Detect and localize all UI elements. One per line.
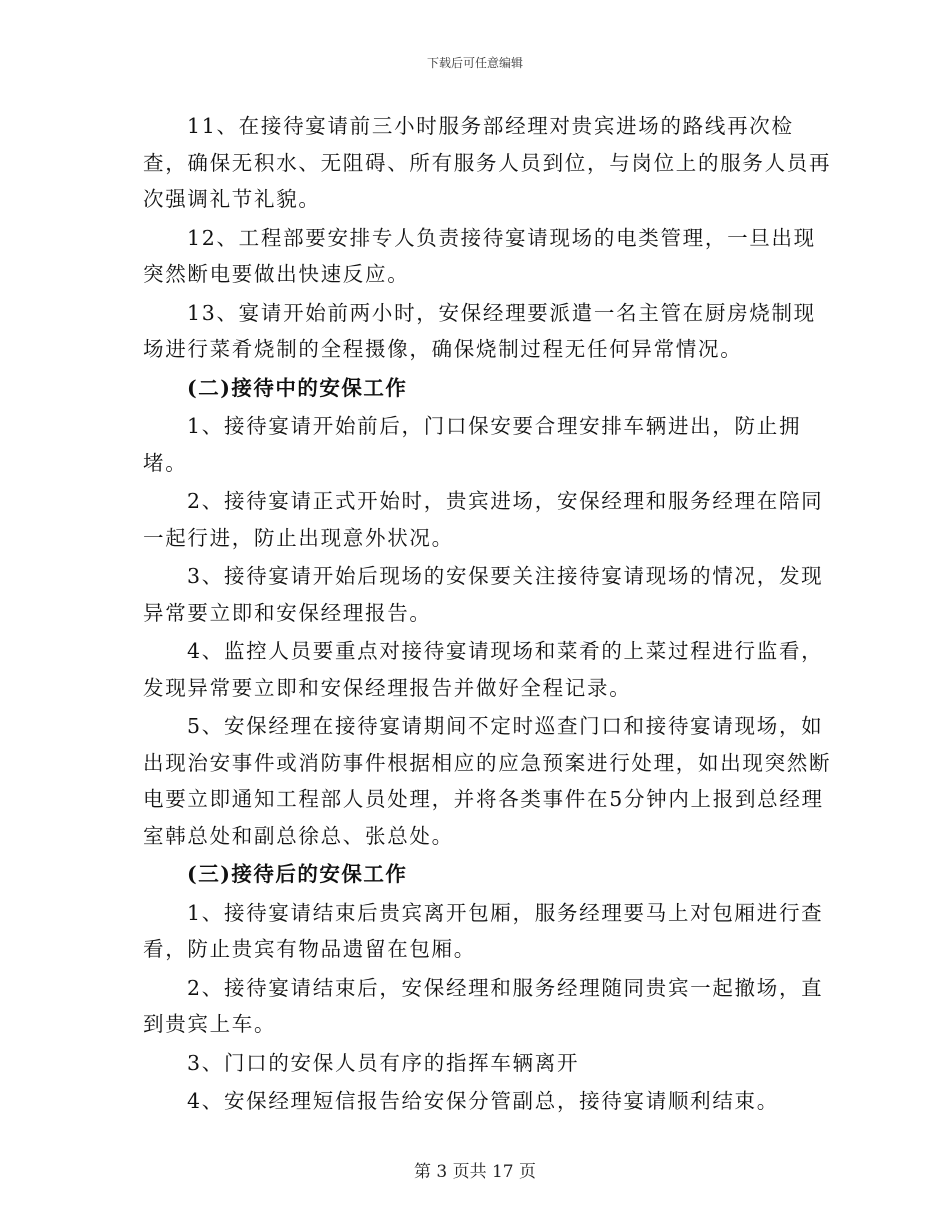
- page-number: 第 3 页共 17 页: [413, 1162, 537, 1182]
- section2-item-4: 4、监控人员要重点对接待宴请现场和菜肴的上菜过程进行监看，发现异常要立即和安保经理报告并做好全程记录。: [143, 639, 824, 700]
- section2-item-3: 3、接待宴请开始后现场的安保要关注接待宴请现场的情况，发现异常要立即和安保经理报告。: [143, 564, 824, 625]
- section2-item-2: 2、接待宴请正式开始时，贵宾进场，安保经理和服务经理在陪同一起行进，防止出现意外状况。: [143, 489, 824, 550]
- section3-item-2: 2、接待宴请结束后，安保经理和服务经理随同贵宾一起撤场，直到贵宾上车。: [143, 975, 824, 1036]
- section-heading-text: (三)接待后的安保工作: [187, 862, 408, 886]
- document-body: [143, 108, 833, 1122]
- page-header: 下载后可任意编辑: [426, 56, 523, 70]
- paragraph-item-13: 13、宴请开始前两小时，安保经理要派遣一名主管在厨房烧制现场进行菜肴烧制的全程摄像，确保烧制过程无任何异常情况。: [143, 300, 816, 361]
- section-heading-during: [143, 370, 833, 407]
- section3-item-1: 1、接待宴请结束后贵宾离开包厢，服务经理要马上对包厢进行查看，防止贵宾有物品遗留在包厢。: [143, 900, 824, 961]
- section2-item-1: 1、接待宴请开始前后，门口保安要合理安排车辆进出，防止拥堵。: [143, 414, 802, 475]
- section2-item-5: 5、安保经理在接待宴请期间不定时巡查门口和接待宴请现场，如出现治安事件或消防事件根据相应的应急预案进行处理，如出现突然断电要立即通知工程部人员处理，并将各类事件在5分钟内上报到总经理室韩总处和副总徐总、张总处。: [143, 714, 832, 848]
- section3-item-4: 4、安保经理短信报告给安保分管副总，接待宴请顺利结束。: [187, 1089, 779, 1113]
- paragraph-item-11: 11、在接待宴请前三小时服务部经理对贵宾进场的路线再次检查，确保无积水、无阻碍、所有服务人员到位，与岗位上的服务人员再次强调礼节礼貌。: [143, 114, 832, 211]
- section-heading-after: [143, 856, 833, 893]
- paragraph-item-12: 12、工程部要安排专人负责接待宴请现场的电类管理，一旦出现突然断电要做出快速反应。: [143, 225, 816, 286]
- section3-item-3: 3、门口的安保人员有序的指挥车辆离开: [187, 1050, 580, 1075]
- section-heading-text: (二)接待中的安保工作: [187, 375, 408, 400]
